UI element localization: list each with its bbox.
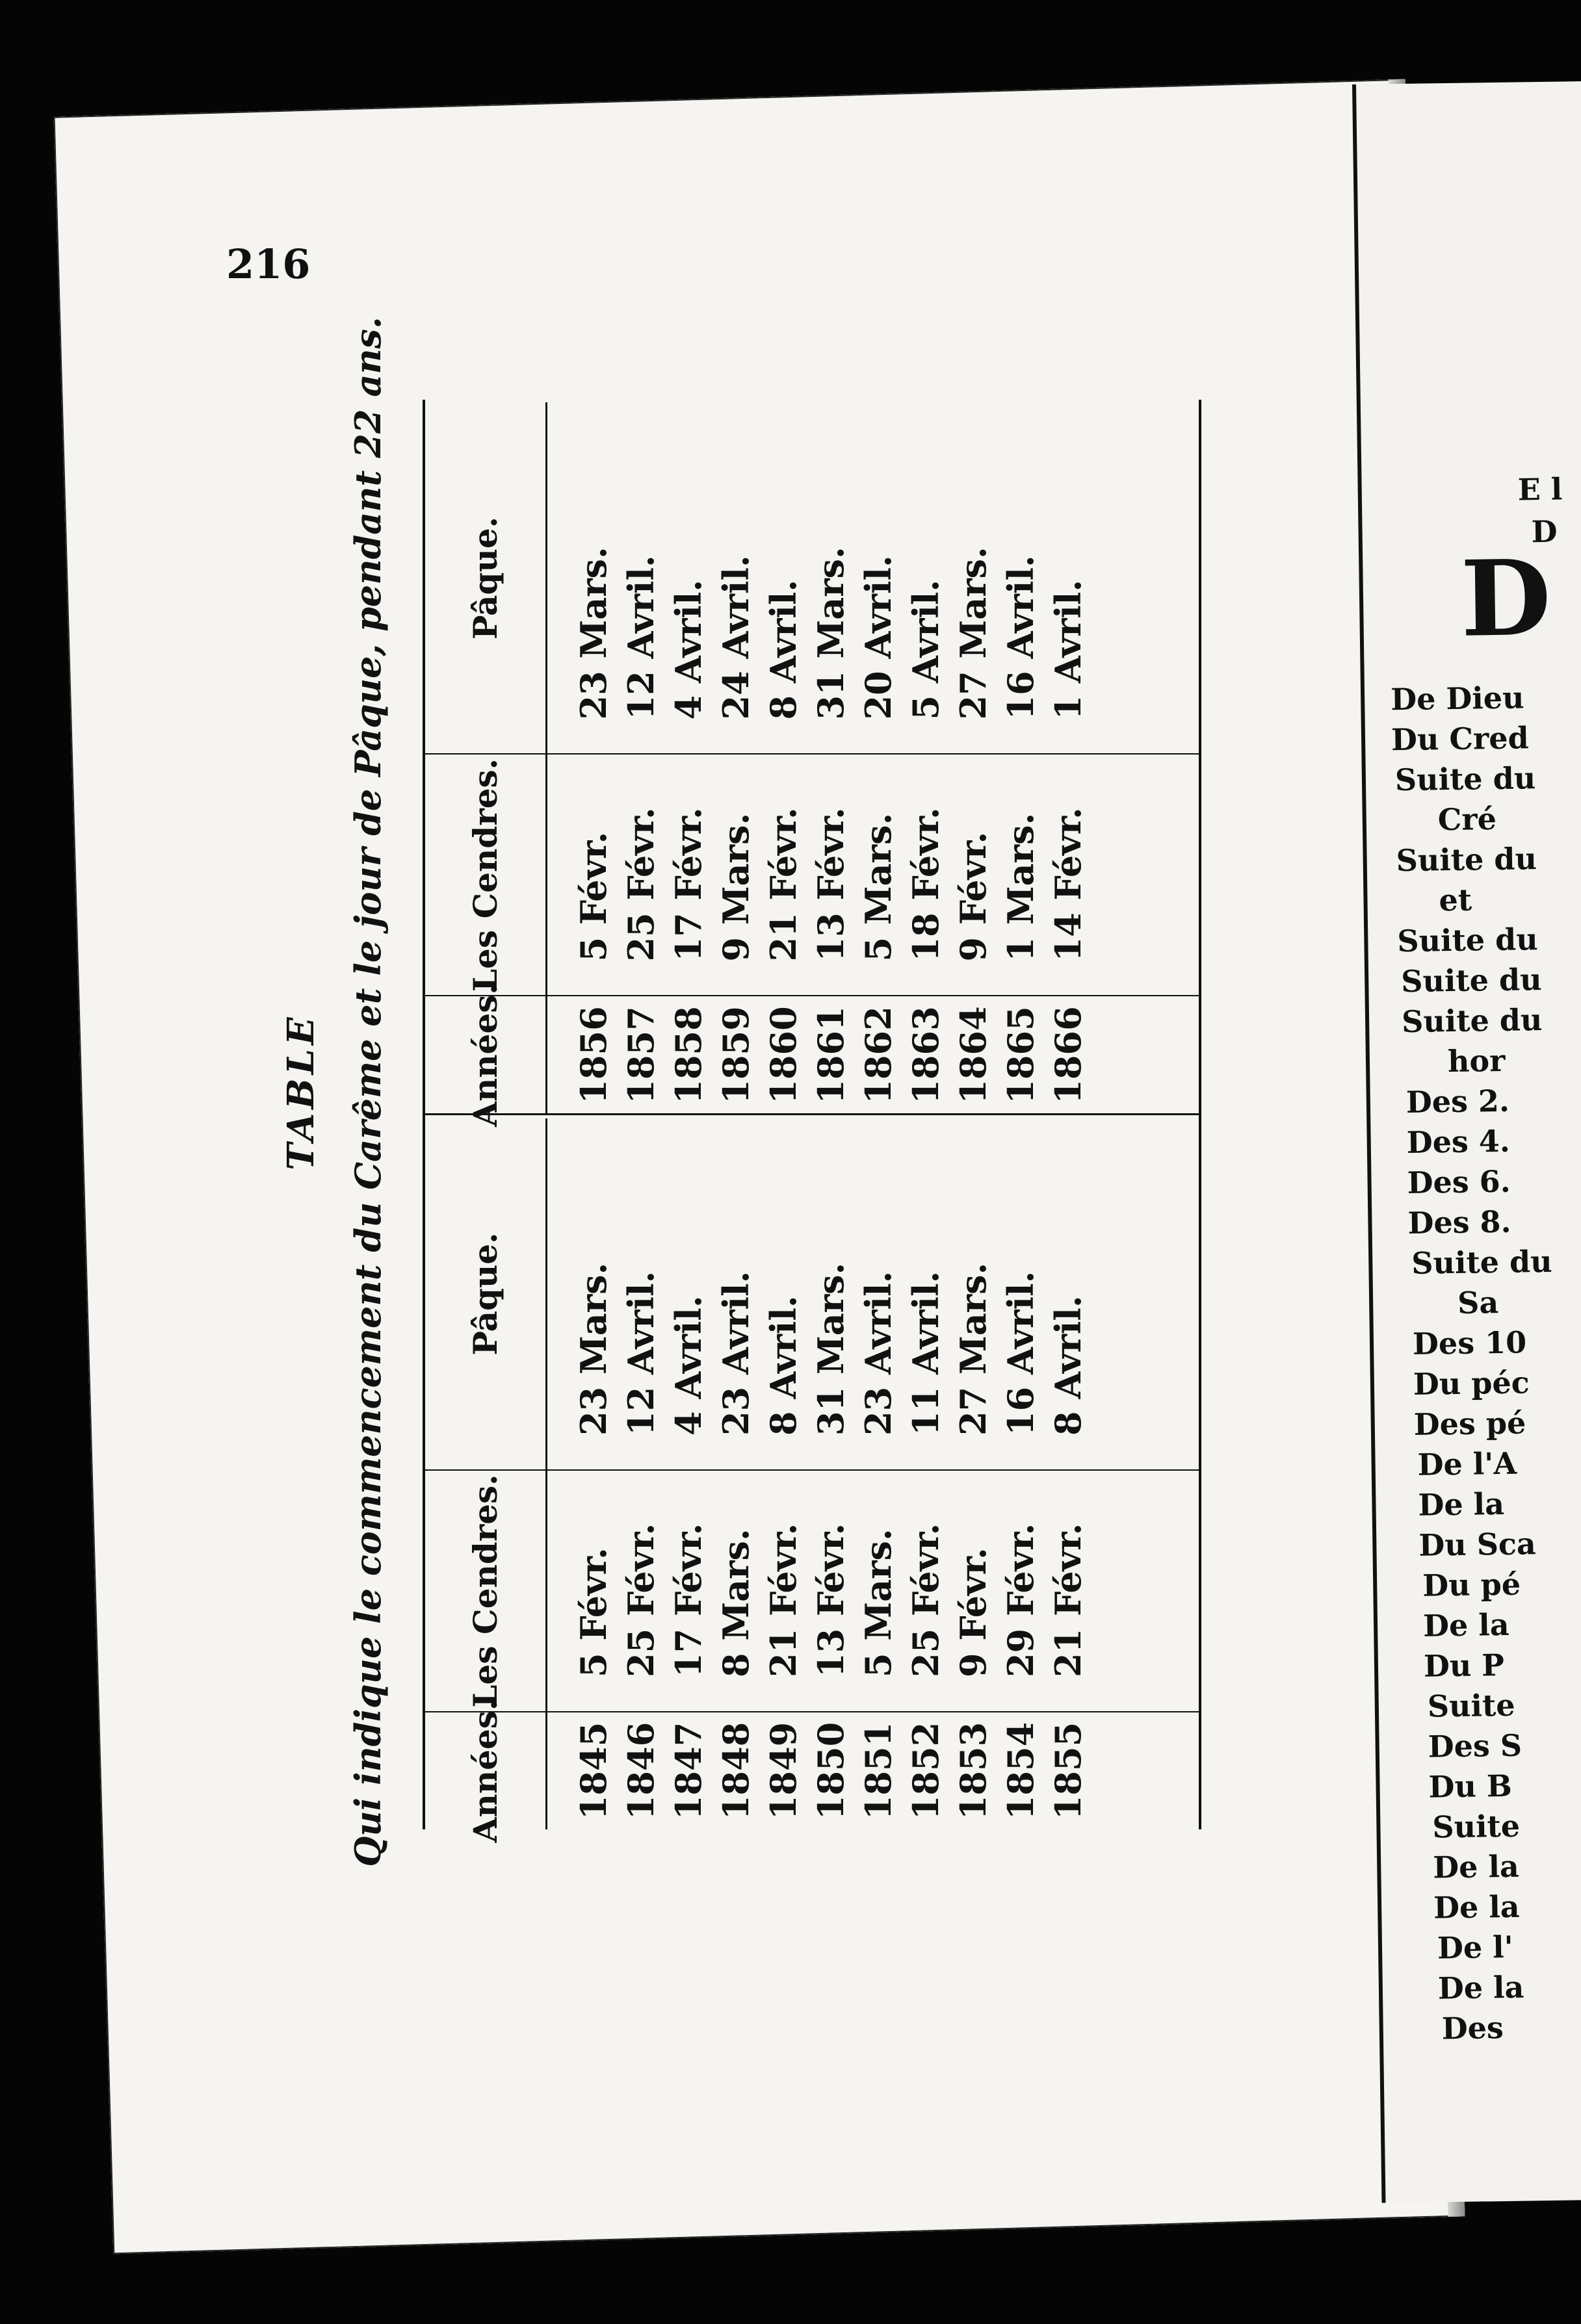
index-entry: Du Sca xyxy=(1418,1526,1537,1563)
table-cell-cendres: 21 Févr. xyxy=(1047,1523,1089,1677)
header-cendres: Les Cendres. xyxy=(425,755,547,996)
index-entry: Suite du xyxy=(1400,962,1542,1000)
column-paque xyxy=(425,1118,1199,1469)
index-entry: Suite du xyxy=(1397,922,1539,959)
table-cell-paque: 1 Avril. xyxy=(1047,579,1089,720)
index-entry: Suite du xyxy=(1411,1243,1552,1281)
index-entry: De la xyxy=(1432,1848,1520,1885)
table-right-half xyxy=(425,400,1199,1127)
index-entry: De la xyxy=(1422,1607,1509,1644)
header-paque: Pâque. xyxy=(425,403,547,754)
table-cell-paque: 20 Avril. xyxy=(857,555,899,720)
table-cell-year: 1862 xyxy=(857,1006,899,1104)
table-cell-cendres: 18 Févr. xyxy=(905,807,947,962)
table-cell-year: 1851 xyxy=(857,1722,899,1820)
header-years: Années. xyxy=(425,1712,547,1829)
table-cell-paque: 5 Avril. xyxy=(905,579,947,720)
table-cell-year: 1850 xyxy=(810,1722,852,1820)
index-entry: Sa xyxy=(1457,1285,1499,1321)
table-subtitle: Qui indique le commencement du Carême et le jour de Pâque, pendant 22 ans. xyxy=(347,316,389,1867)
rotated-table-block xyxy=(195,292,1157,1891)
index-entry: Du B xyxy=(1428,1768,1513,1805)
index-heading: E l xyxy=(1517,471,1563,508)
table-cell-paque: 8 Avril. xyxy=(763,579,804,720)
table-cell-cendres: 25 Févr. xyxy=(620,807,662,962)
index-entry: Des 8. xyxy=(1407,1204,1511,1241)
table-cell-year: 1848 xyxy=(715,1722,757,1820)
column-paque xyxy=(425,403,1199,754)
table-cell-cendres: 5 Févr. xyxy=(573,831,614,962)
index-entry: Suite xyxy=(1427,1687,1515,1724)
table-cell-cendres: 14 Févr. xyxy=(1047,807,1089,962)
easter-table xyxy=(423,400,1201,1843)
table-cell-cendres: 9 Févr. xyxy=(952,831,994,962)
table-cell-paque: 31 Mars. xyxy=(810,1262,852,1436)
index-entry: Des 10 xyxy=(1412,1324,1527,1362)
index-entry: Du péc xyxy=(1413,1365,1530,1402)
index-entry: Des 2. xyxy=(1405,1083,1510,1120)
table-cell-year: 1864 xyxy=(952,1006,994,1104)
table-cell-cendres: 29 Févr. xyxy=(1000,1523,1041,1677)
table-cell-cendres: 25 Févr. xyxy=(620,1523,662,1677)
table-left-half xyxy=(425,1116,1199,1843)
table-cell-cendres: 13 Févr. xyxy=(810,807,852,962)
drop-cap: D xyxy=(1459,536,1552,660)
table-cell-cendres: 9 Mars. xyxy=(715,812,757,962)
table-cell-cendres: 9 Févr. xyxy=(952,1547,994,1677)
index-entry: De l' xyxy=(1437,1929,1514,1966)
table-cell-year: 1859 xyxy=(715,1006,757,1104)
index-entry: et xyxy=(1439,882,1472,918)
table-cell-cendres: 5 Mars. xyxy=(857,1529,899,1677)
index-entry: Cré xyxy=(1437,801,1497,838)
index-entry: Des S xyxy=(1428,1727,1522,1764)
table-cell-cendres: 25 Févr. xyxy=(905,1523,947,1677)
table-cell-paque: 23 Mars. xyxy=(573,547,614,720)
column-years xyxy=(425,1699,1199,1843)
index-entry: De la xyxy=(1433,1889,1521,1926)
index-entry: De l'A xyxy=(1417,1445,1517,1482)
index-entry: Suite du xyxy=(1396,841,1537,879)
table-cell-cendres: 1 Mars. xyxy=(1000,812,1041,962)
index-entry: Du pé xyxy=(1422,1566,1521,1603)
table-cell-cendres: 21 Févr. xyxy=(763,1523,804,1677)
table-cell-cendres: 5 Mars. xyxy=(857,812,899,962)
table-cell-cendres: 13 Févr. xyxy=(810,1523,852,1677)
table-cell-year: 1847 xyxy=(668,1722,709,1820)
index-entry: Suite du xyxy=(1401,1002,1543,1040)
table-cell-paque: 11 Avril. xyxy=(905,1271,947,1436)
table-cell-paque: 4 Avril. xyxy=(668,579,709,720)
index-entry: De la xyxy=(1437,1969,1524,2006)
table-cell-year: 1854 xyxy=(1000,1722,1041,1820)
table-cell-paque: 16 Avril. xyxy=(1000,1271,1041,1436)
index-entry: De la xyxy=(1418,1486,1505,1523)
table-title: TABLE xyxy=(280,1013,322,1170)
table-cell-year: 1852 xyxy=(905,1722,947,1820)
table-cell-year: 1865 xyxy=(1000,1006,1041,1104)
index-entry: Suite xyxy=(1432,1808,1521,1845)
table-cell-paque: 12 Avril. xyxy=(620,1271,662,1436)
header-years: Années. xyxy=(425,997,547,1114)
table-cell-cendres: 21 Févr. xyxy=(763,807,804,962)
table-cell-cendres: 17 Févr. xyxy=(668,807,709,962)
table-cell-paque: 16 Avril. xyxy=(1000,555,1041,720)
table-cell-paque: 23 Avril. xyxy=(857,1271,899,1436)
index-entry: Suite du xyxy=(1394,760,1536,798)
column-cendres xyxy=(425,754,1199,996)
table-cell-paque: 31 Mars. xyxy=(810,547,852,720)
table-cell-year: 1857 xyxy=(620,1006,662,1104)
table-cell-paque: 8 Avril. xyxy=(1047,1295,1089,1436)
table-cell-cendres: 8 Mars. xyxy=(715,1529,757,1677)
table-cell-year: 1861 xyxy=(810,1006,852,1104)
header-paque: Pâque. xyxy=(425,1118,547,1469)
index-entry: Du P xyxy=(1423,1647,1505,1684)
table-cell-year: 1849 xyxy=(763,1722,804,1820)
index-entry: Des pé xyxy=(1413,1405,1526,1442)
table-cell-cendres: 5 Févr. xyxy=(573,1547,614,1677)
index-heading: D xyxy=(1531,513,1558,550)
index-entry: De Dieu xyxy=(1390,680,1524,717)
table-cell-paque: 27 Mars. xyxy=(952,1262,994,1436)
index-entry: Du Cred xyxy=(1391,720,1530,758)
index-entry: Des 6. xyxy=(1407,1163,1511,1200)
table-cell-year: 1845 xyxy=(573,1722,614,1820)
table-cell-year: 1863 xyxy=(905,1006,947,1104)
table-cell-year: 1853 xyxy=(952,1722,994,1820)
page-number: 216 xyxy=(226,240,311,288)
table-cell-year: 1846 xyxy=(620,1722,662,1820)
table-cell-paque: 27 Mars. xyxy=(952,547,994,720)
table-cell-year: 1856 xyxy=(573,1006,614,1104)
index-entry: Des 4. xyxy=(1406,1123,1511,1160)
header-cendres: Les Cendres. xyxy=(425,1471,547,1711)
table-cell-paque: 12 Avril. xyxy=(620,555,662,720)
index-entry: Des xyxy=(1441,2010,1504,2046)
table-cell-year: 1860 xyxy=(763,1006,804,1104)
table-cell-paque: 23 Avril. xyxy=(715,1271,757,1436)
table-cell-year: 1866 xyxy=(1047,1006,1089,1104)
table-cell-year: 1858 xyxy=(668,1006,709,1104)
column-years xyxy=(425,983,1199,1127)
table-cell-paque: 4 Avril. xyxy=(668,1295,709,1436)
column-cendres xyxy=(425,1469,1199,1711)
table-cell-paque: 8 Avril. xyxy=(763,1295,804,1436)
index-entry: hor xyxy=(1447,1042,1506,1079)
right-page xyxy=(1352,81,1581,2203)
table-cell-year: 1855 xyxy=(1047,1722,1089,1820)
table-cell-cendres: 17 Févr. xyxy=(668,1523,709,1677)
table-cell-paque: 24 Avril. xyxy=(715,555,757,720)
table-cell-paque: 23 Mars. xyxy=(573,1262,614,1436)
